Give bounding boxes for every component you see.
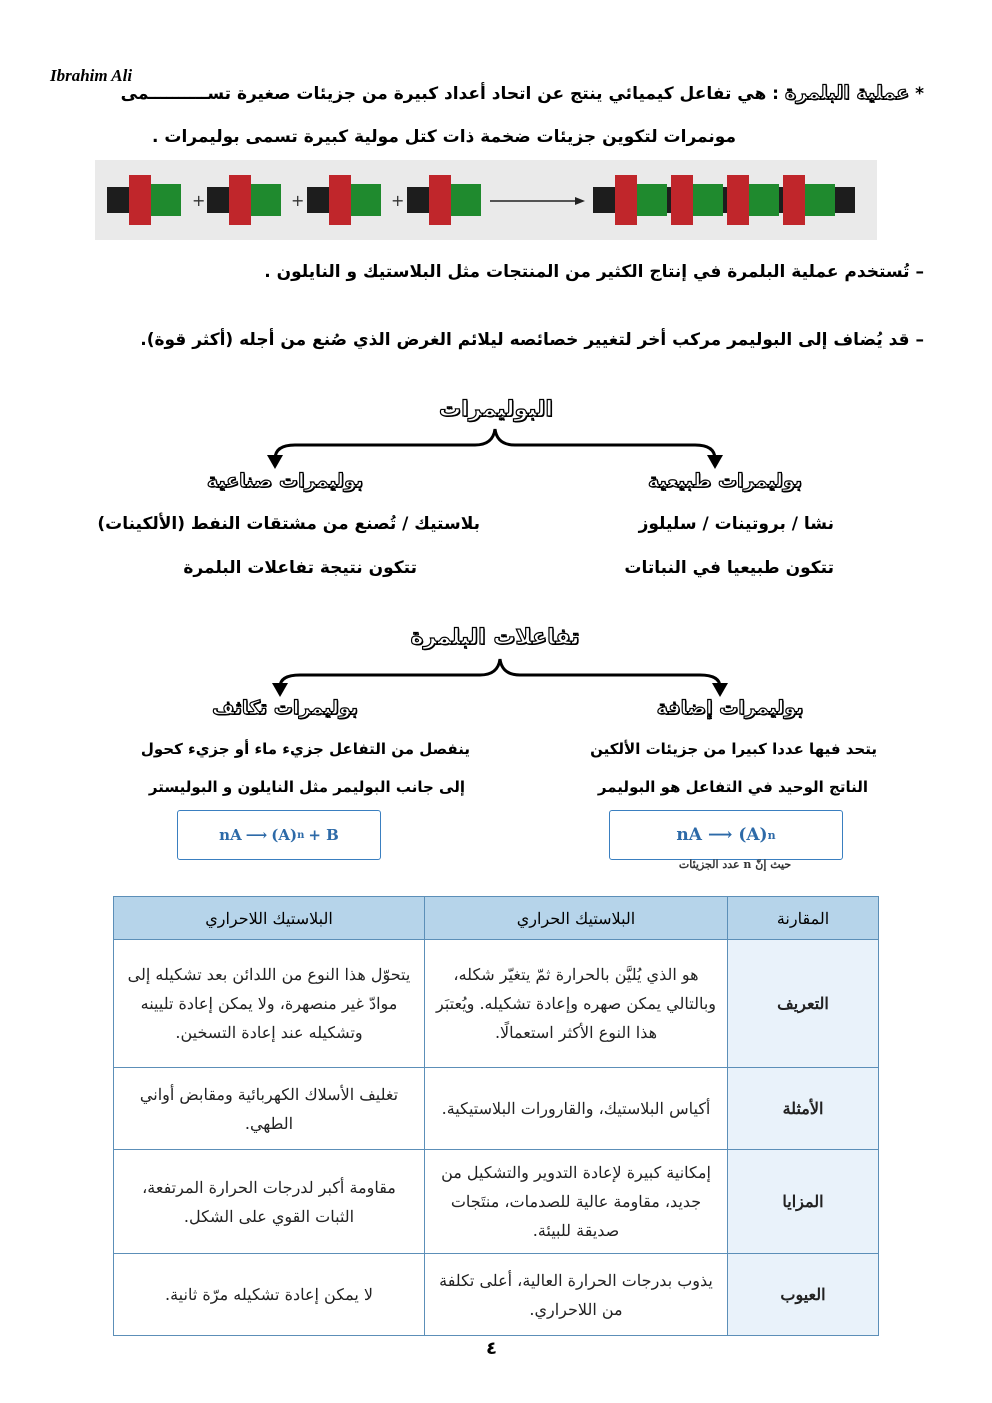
svg-text:+: + [391,191,405,210]
row-label-advantages: المزايا [728,1150,879,1254]
bullet-additive: – قد يُضاف إلى البوليمر مركب أخر لتغيير خصائصه ليلائم الغرض الذي صُنع من أجله (أكثر قوة). [140,330,924,350]
cell-thermoplastic-advantages: إمكانية كبيرة لإعادة التدوير والتشكيل من جديد، مقاومة عالية للصدمات، منتَجات صديقة للبيئة. [425,1150,728,1254]
cell-thermoset-disadvantages: لا يمكن إعادة تشكيله مرّة ثانية. [114,1254,425,1336]
condensation-polymers-title: بوليمرات تكاثف [212,697,358,719]
star-mark: * [915,84,924,104]
synthetic-polymers-title: بوليمرات صناعية [206,470,364,492]
addition-polymers-title: بوليمرات إضافة [656,697,804,719]
cell-thermoplastic-disadvantages: يذوب بدرجات الحرارة العالية، أعلى تكلفة من اللاحراري. [425,1254,728,1336]
equation-product: (A) [738,825,768,845]
natural-polymers-examples: نشا / بروتينات / سليلوز [638,514,834,534]
monomer-chain-illustration [95,160,877,240]
equation-arrow: ⟶ [707,825,733,845]
definition-line-1 [64,82,924,104]
svg-text:+: + [192,191,206,210]
condensation-description-1: ينفصل من التفاعل جزيء ماء أو جزيء كحول [140,740,470,758]
equation-subscript: n [767,828,776,842]
page-number: ٤ [486,1338,497,1359]
addition-description-1: يتحد فيها عددا كبيرا من جزيئات الألكين [590,740,877,758]
author-signature: Ibrahim Ali [50,66,133,85]
cell-thermoset-advantages: مقاومة أكبر لدرجات الحرارة المرتفعة، الثبات القوي على الشكل. [114,1150,425,1254]
row-label-disadvantages: العيوب [728,1254,879,1336]
condensation-equation-box [177,810,381,860]
table-header-row [114,897,879,940]
svg-text:+: + [291,191,305,210]
reactions-brace [270,655,730,703]
addition-equation-note: حيث إنّ n عدد الجزيئات [678,858,792,871]
table-row [114,1150,879,1254]
equation-product: (A) [271,826,298,844]
polymers-brace [265,425,725,475]
natural-polymers-title: بوليمرات طبيعية [647,470,803,492]
table-header-thermoset: البلاستيك اللاحراري [114,897,425,940]
natural-polymers-formation: تتكون طبيعيا في النباتات [624,558,834,578]
bullet-usage: – تُستخدم عملية البلمرة في إنتاج الكثير من المنتجات مثل البلاستيك و النايلون . [264,262,924,282]
table-header-thermoplastic: البلاستيك الحراري [425,897,728,940]
reactions-title: تفاعلات البلمرة [410,625,580,650]
addition-equation-box [609,810,843,860]
cell-thermoset-definition: يتحوّل هذا النوع من اللدائن بعد تشكيله إلى موادّ غير منصهرة، ولا يمكن إعادة تليينه وتشكيله عند إعادة التسخين. [114,940,425,1068]
plastics-comparison-table [113,896,879,1336]
table-row [114,940,879,1068]
row-label-examples: الأمثلة [728,1068,879,1150]
definition-text: : هي تفاعل كيميائي ينتج عن اتحاد أعداد كبيرة من جزيئات صغيرة تســــــــــمى [120,84,779,104]
equation-reactant: nA [219,826,242,844]
synthetic-polymers-formation: تتكون نتيجة تفاعلات البلمرة [183,558,417,578]
addition-description-2: الناتج الوحيد في التفاعل هو البوليمر [597,778,868,796]
equation-reactant: nA [676,825,702,845]
table-row [114,1068,879,1150]
table-header-comparison: المقارنة [728,897,879,940]
cell-thermoplastic-examples: أكياس البلاستيك، والقارورات البلاستيكية. [425,1068,728,1150]
polymers-title: البوليمرات [439,397,553,422]
cell-thermoplastic-definition: هو الذي يُليَّن بالحرارة ثمّ يتغيّر شكله، وبالتالي يمكن صهره وإعادة تشكيله. ويُعتبَر هذا النوع الأكثر استعمالًا. [425,940,728,1068]
equation-arrow: ⟶ [245,826,268,844]
condensation-description-2: إلى جانب البوليمر مثل النايلون و البوليستر [148,778,465,796]
polymerization-term: عملية البلمرة [784,82,910,104]
equation-subscript: n [297,829,305,841]
synthetic-polymers-examples: بلاستيك / تُصنع من مشتقات النفط (الألكينات) [97,514,480,534]
equation-byproduct: + B [308,826,339,844]
row-label-definition: التعريف [728,940,879,1068]
cell-thermoset-examples: تغليف الأسلاك الكهربائية ومقابض أواني الطهي. [114,1068,425,1150]
table-row [114,1254,879,1336]
definition-line-2: مونمرات لتكوين جزيئات ضخمة ذات كتل مولية كبيرة تسمى بوليمرات . [152,127,736,147]
